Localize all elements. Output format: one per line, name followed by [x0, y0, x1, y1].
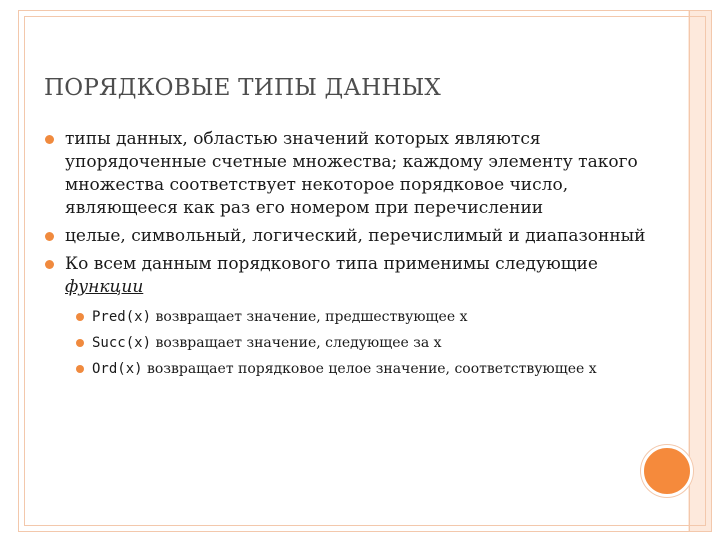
bullet-dot-icon — [45, 260, 54, 269]
bullet-dot-icon — [45, 232, 54, 241]
decorative-circle-icon — [641, 445, 693, 497]
function-description: возвращает значение, следующее за х — [151, 335, 442, 351]
bullet-dot-icon — [76, 313, 84, 321]
side-line — [689, 10, 690, 532]
bullet-item — [44, 253, 654, 299]
function-description: возвращает значение, предшествующее х — [151, 309, 468, 325]
function-name: Succ(x) — [92, 335, 152, 351]
bullet-item — [44, 128, 654, 220]
bullet-item — [44, 225, 654, 248]
function-description: возвращает порядковое целое значение, соответствующее х — [142, 361, 597, 377]
bullet-dot-icon — [76, 339, 84, 347]
slide-body — [44, 128, 654, 382]
sub-bullet-item — [76, 356, 654, 382]
function-name: Ord(x) — [92, 361, 143, 377]
slide-title: ПОРЯДКОВЫЕ ТИПЫ ДАННЫХ — [44, 75, 441, 101]
sub-bullet-list — [76, 304, 654, 382]
bullet-dot-icon — [76, 365, 84, 373]
sub-bullet-item — [76, 304, 654, 330]
functions-link[interactable]: функции — [65, 277, 144, 297]
bullet-dot-icon — [45, 135, 54, 144]
bullet-text: целые, символьный, логический, перечислимый и диапазонный — [65, 226, 646, 246]
sub-bullet-item — [76, 330, 654, 356]
bullet-text: типы данных, областью значений которых являются упорядоченные счетные множества; каждому элементу такого множества соответствует некоторое порядковое число, являющееся как раз его номером при перечислении — [65, 129, 638, 218]
bullet-text: Ко всем данным порядкового типа применимы следующие — [65, 254, 598, 274]
function-name: Pred(x) — [92, 309, 152, 325]
